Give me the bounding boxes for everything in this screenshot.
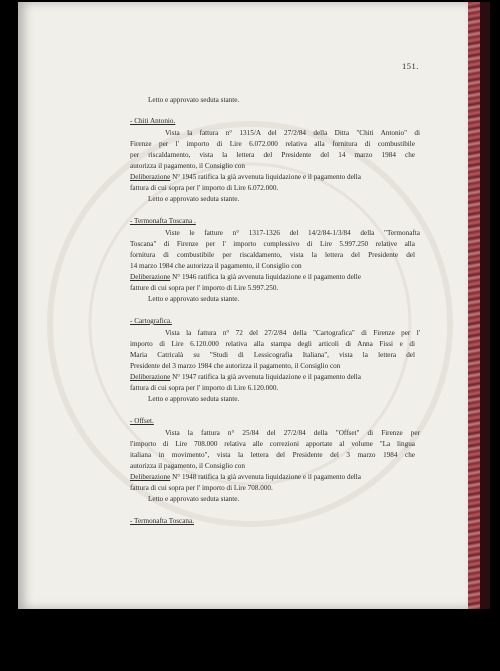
section-line: Vista la fattura n° 1315/A del 27/2/84 della Ditta "Chiti Antonio" di: [165, 129, 420, 137]
deliberation-line: [130, 272, 361, 283]
deliberation-line-2: fattura di cui sopra per l' importo di Lire 6.120.000.: [130, 384, 279, 392]
deliberation-line-2: fattura di cui sopra per l' importo di Lire 6.072.000.: [130, 184, 279, 192]
deliberation-line-2: fattura di cui sopra per l' importo di Lire 708.000.: [130, 484, 273, 492]
approved-line: Letto e approvato seduta stante.: [148, 495, 240, 503]
section-line: Firenze per l' importo di Lire 6.072.000 relativa alla fornitura di combustibile: [130, 140, 415, 148]
section-line: 14 marzo 1984 che autorizza il pagamento, il Consiglio con: [130, 262, 302, 270]
section-line: autorizza il pagamento, il Consiglio con: [130, 162, 245, 170]
approved-line: Letto e approvato seduta stante.: [148, 395, 240, 403]
deliberation-text: N° 1947 ratifica la già avvenuta liquidazione e il pagamento della: [170, 373, 361, 381]
section-line: importo di Lire 6.120.000 relativa alla stampa degli articoli di Anna Fissi e di: [130, 340, 415, 348]
deliberation-text: N° 1945 ratifica la già avvenuta liquidazione e il pagamento della: [170, 173, 361, 181]
deliberation-word: Deliberazione: [130, 473, 171, 481]
section-heading: - Chiti Antonio.: [130, 117, 176, 125]
deliberation-line: [130, 372, 361, 383]
deliberation-line: [130, 472, 361, 483]
section-line: Viste le fatture n° 1317-1326 del 14/2/84-1/3/84 della "Termonafta: [165, 229, 420, 237]
section-heading: - Offset.: [130, 417, 154, 425]
section-heading: - Cartografica.: [130, 317, 172, 325]
deliberation-text: N° 1946 ratifica la già avvenuta liquidazione e il pagamento delle: [170, 273, 361, 281]
book-cover-edge: [480, 2, 490, 609]
photo-background: [0, 612, 500, 671]
document-page: [18, 2, 468, 609]
deliberation-word: Deliberazione: [130, 373, 171, 381]
section-line: Maria Catricalà su "Studi di Lessicografia Italiana", vista la lettera del: [130, 351, 415, 359]
section-line: Presidente del 3 marzo 1984 che autorizza il pagamento, il Consiglio con: [130, 362, 341, 370]
section-line: Vista la fattura n° 72 del 27/2/84 della "Cartografica" di Firenze per l': [165, 329, 420, 337]
section-line: italiana in movimento", vista la lettera del Presidente del 3 marzo 1984 che: [130, 451, 415, 459]
deliberation-word: Deliberazione: [130, 173, 171, 181]
section-line: Toscana" di Firenze per l' importo complessivo di Lire 5.997.250 relative alla: [130, 240, 415, 248]
intro-approved: Letto e approvato seduta stante.: [148, 96, 240, 104]
deliberation-text: N° 1948 ratifica la già avvenuta liquidazione e il pagamento della: [170, 473, 361, 481]
section-line: per riscaldamento, vista la lettera del Presidente del 14 marzo 1984 che: [130, 151, 415, 159]
section-line: l'importo di Lire 708.000 relativa alle correzioni apportate al volume "La lingua: [130, 440, 415, 448]
page-number: 151.: [402, 61, 419, 71]
deliberation-word: Deliberazione: [130, 273, 171, 281]
section-line: autorizza il pagamento, il Consiglio con: [130, 462, 245, 470]
section-heading: - Termonafta Toscana .: [130, 217, 196, 225]
deliberation-line: [130, 172, 361, 183]
section-line: fornitura di combustibile per riscaldamento, vista la lettera del Presidente del: [130, 251, 415, 259]
deliberation-line-2: fatture di cui sopra per l' importo di Lire 5.997.250.: [130, 284, 279, 292]
section-line: Vista la fattura n° 25/84 del 27/2/84 della "Offset" di Firenze per: [165, 429, 420, 437]
document-text: [18, 2, 468, 609]
approved-line: Letto e approvato seduta stante.: [148, 295, 240, 303]
book-edge: [466, 2, 480, 609]
approved-line: Letto e approvato seduta stante.: [148, 195, 240, 203]
section-heading: - Termonafta Toscana.: [130, 517, 194, 525]
